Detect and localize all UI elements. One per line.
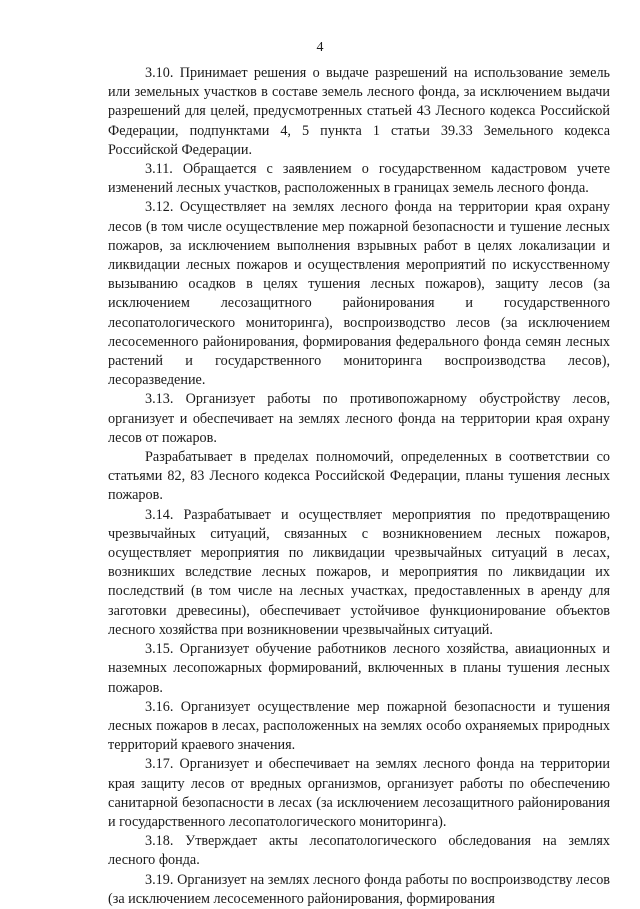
paragraph-3-18: 3.18. Утверждает акты лесопатологического обследования на землях лесного фонда. [108,833,610,869]
paragraph-3-13: 3.13. Организует работы по противопожарному обустройству лесов, организует и обеспечивает на землях лесного фонда на территории края охрану лесов от пожаров. [108,391,610,446]
paragraph-3-10: 3.10. Принимает решения о выдаче разрешений на использование земель или земельных участков в составе земель лесного фонда, за исключением выдачи разрешений для целей, предусмотренных статьей 43 Лесного кодекса Российской Федерации, подпунктами 4, 5 пункта 1 статьи 39.33 Земельного кодекса Российской Федерации. [108,65,610,158]
page-number: 4 [316,40,324,55]
paragraph-3-16: 3.16. Организует осуществление мер пожарной безопасности и тушения лесных пожаров в лесах, расположенных на землях особо охраняемых природных территорий краевого значения. [108,698,610,754]
paragraph-3-14: 3.14. Разрабатывает и осуществляет мероприятия по предотвращению чрезвычайных ситуаций, связанных с возникновением лесных пожаров, осуществляет мероприятия по ликвидации чрезвычайных ситуаций в лесах, возникших вследствие лесных пожаров, и мероприятия по ликвидации их последствий (в том числе на лесных участках, предоставленных в аренду для заготовки древесины), обеспечивает устойчивое функционирование объектов лесного хозяйства при возникновении чрезвычайных ситуаций. [108,506,610,638]
document-body [108,64,610,909]
paragraph-3-11: 3.11. Обращается с заявлением о государственном кадастровом учете изменений лесных участков, расположенных в границах земель лесного фонда. [108,161,610,197]
paragraph-3-19: 3.19. Организует на землях лесного фонда работы по воспроизводству лесов (за исключением лесосеменного районирования, формирования [108,871,610,907]
paragraph-3-12: 3.12. Осуществляет на землях лесного фонда на территории края охрану лесов (в том числе осуществление мер пожарной безопасности и тушение лесных пожаров, за исключением выполнения взрывных работ в целях локализации и ликвидации лесных пожаров и осуществления мероприятий по искусственному вызыванию осадков в целях тушения лесных пожаров), защиту лесов (за исключением лесозащитного районирования и государственного лесопатологического мониторинга), воспроизводство лесов (за исключением лесосеменного районирования, формирования федерального фонда семян лесных растений и государственного мониторинга воспроизводства лесов), лесоразведение. [108,199,610,389]
paragraph-3-15: 3.15. Организует обучение работников лесного хозяйства, авиационных и наземных лесопожарных формирований, включенных в планы тушения лесных пожаров. [108,641,610,696]
paragraph-3-13-fire-plans: Разрабатывает в пределах полномочий, определенных в соответствии со статьями 82, 83 Лесного кодекса Российской Федерации, планы тушения лесных пожаров. [108,449,610,504]
paragraph-3-17: 3.17. Организует и обеспечивает на землях лесного фонда на территории края защиту лесов от вредных организмов, организует работы по обеспечению санитарной безопасности в лесах (за исключением лесозащитного районирования и государственного лесопатологического мониторинга). [108,756,610,830]
